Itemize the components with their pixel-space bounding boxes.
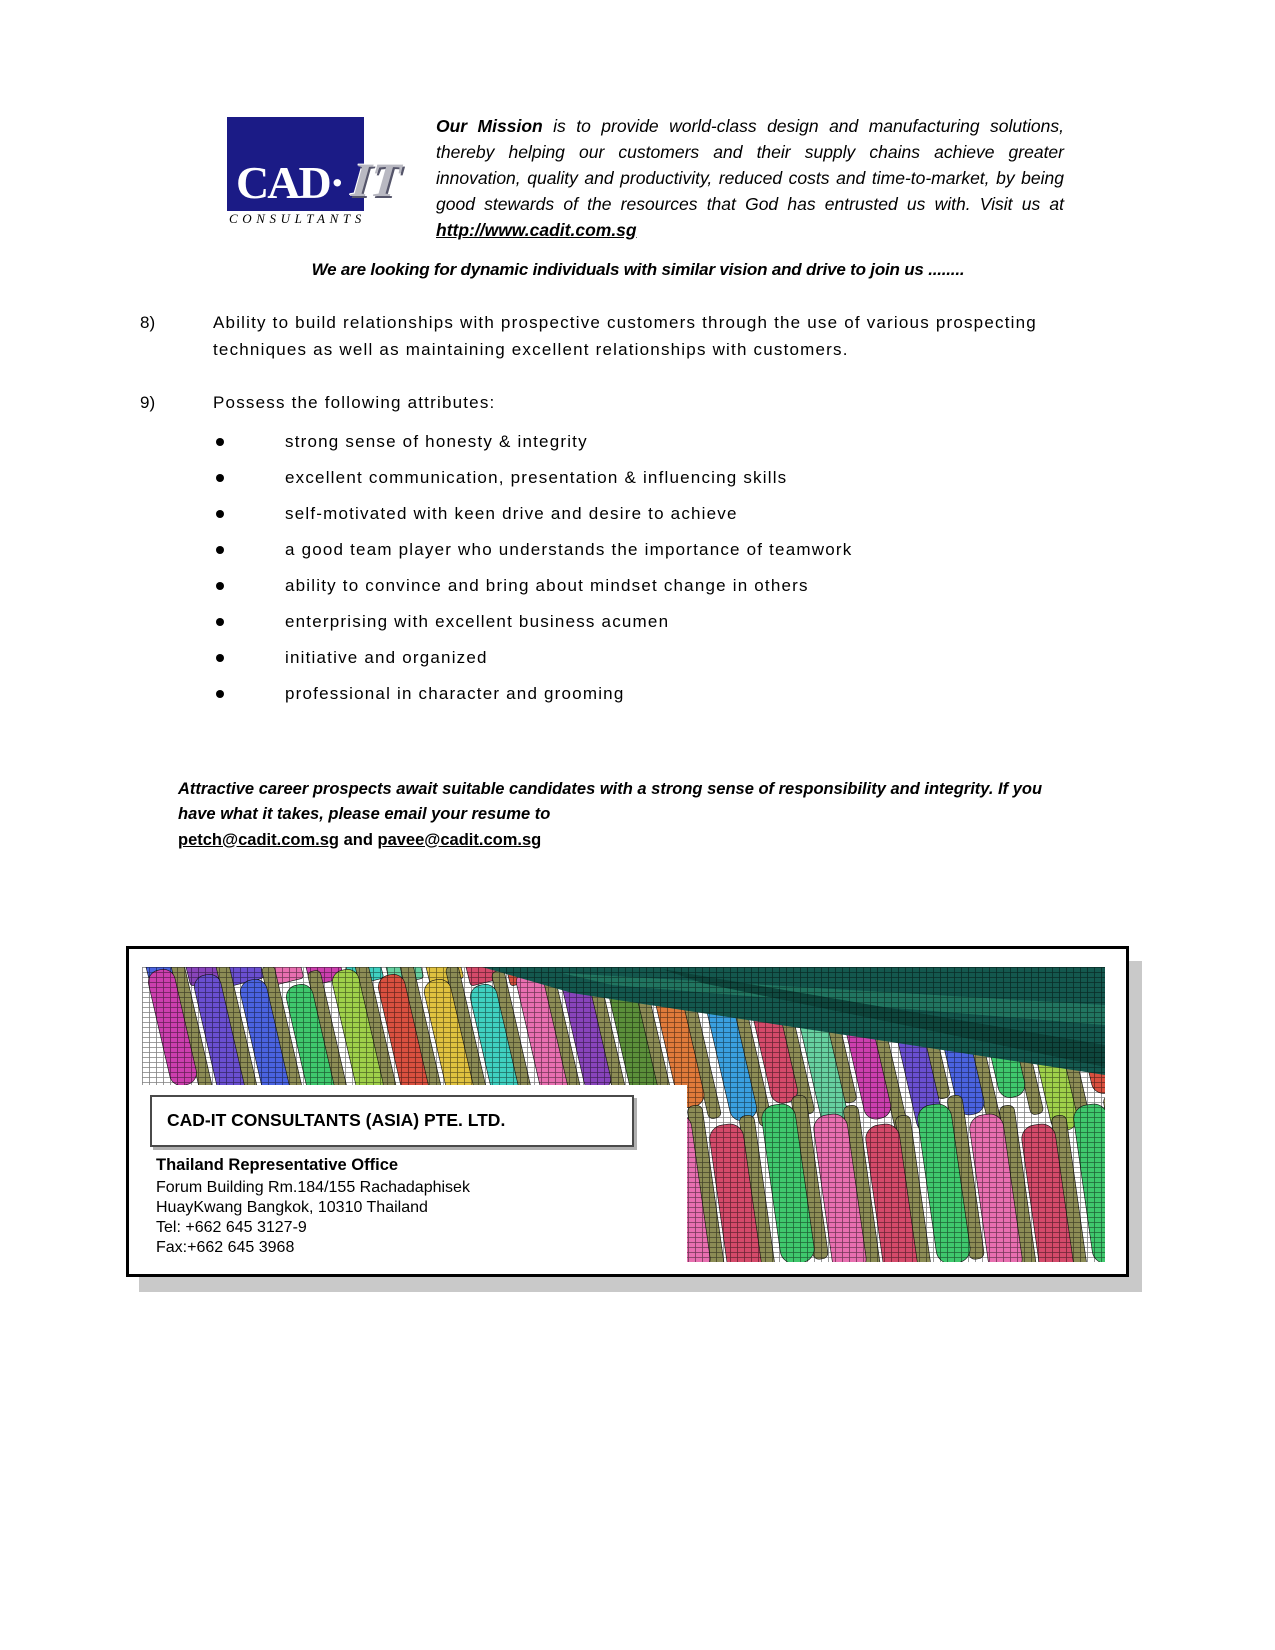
mission-lead: Our Mission (436, 115, 543, 136)
item-9-number: 9) (140, 393, 156, 412)
bullet-icon (216, 582, 224, 590)
tagline: We are looking for dynamic individuals with similar vision and drive to join us ........ (311, 260, 965, 279)
fax-line: Fax:+662 645 3968 (156, 1239, 295, 1256)
address-line-2: HuayKwang Bangkok, 10310 Thailand (156, 1199, 428, 1216)
attribute-text: excellent communication, presentation & influencing skills (285, 468, 788, 487)
logo-it-text: IT (349, 154, 403, 207)
office-title: Thailand Representative Office (156, 1156, 399, 1174)
attribute-text: strong sense of honesty & integrity (285, 432, 588, 451)
list-item (140, 428, 1090, 455)
address-line-1: Forum Building Rm.184/155 Rachadaphisek (156, 1179, 470, 1196)
bullet-icon (216, 546, 224, 554)
email-line (178, 828, 1081, 854)
email-link-pavee[interactable]: pavee@cadit.com.sg (377, 830, 542, 849)
bullet-icon (216, 618, 224, 626)
list-item (140, 608, 1090, 635)
attribute-text: a good team player who understands the importance of teamwork (285, 540, 853, 559)
company-address (156, 1155, 470, 1258)
company-name-box (150, 1095, 634, 1147)
list-item (140, 500, 1090, 527)
item-9-text: Possess the following attributes: (213, 393, 496, 412)
list-item (140, 464, 1090, 491)
logo-consultants-text: CONSULTANTS (229, 211, 366, 226)
mission-paragraph (436, 113, 1064, 243)
bullet-icon (216, 510, 224, 518)
requirements-list (140, 309, 1090, 716)
attribute-text: self-motivated with keen drive and desire to achieve (285, 504, 738, 523)
item-8-text: Ability to build relationships with prospective customers through the use of various prospecting techniques as well as maintaining excellent relationships with customers. (213, 313, 1037, 359)
list-item (140, 680, 1090, 707)
bullet-icon (216, 438, 224, 446)
item-9 (140, 389, 1090, 416)
attribute-text: professional in character and grooming (285, 684, 625, 703)
career-paragraph (178, 777, 1081, 854)
list-item (140, 536, 1090, 563)
list-item (140, 572, 1090, 599)
bullet-icon (216, 654, 224, 662)
mission-body: is to provide world-class design and manufacturing solutions, thereby helping our customers and their supply chains achieve greater innovation, quality and productivity, reduced costs and time-to-market, by being good stewards of the resources that God has entrusted us with. Visit us at (436, 115, 1064, 214)
tel-line: Tel: +662 645 3127-9 (156, 1219, 307, 1236)
bullet-icon (216, 690, 224, 698)
company-name: CAD-IT CONSULTANTS (ASIA) PTE. LTD. (167, 1110, 506, 1130)
item-8 (140, 309, 1090, 363)
conjunction-text: and (343, 830, 373, 849)
attribute-text: initiative and organized (285, 648, 488, 667)
logo-cad-text: CAD· (236, 157, 343, 208)
bullet-icon (216, 474, 224, 482)
career-text: Attractive career prospects await suitable candidates with a strong sense of responsibility and integrity. If you have what it takes, please email your resume to (178, 779, 1043, 823)
attribute-text: enterprising with excellent business acumen (285, 612, 670, 631)
company-frame (126, 946, 1129, 1277)
attribute-text: ability to convince and bring about mindset change in others (285, 576, 809, 595)
attributes-list (140, 428, 1090, 707)
item-8-number: 8) (140, 313, 156, 332)
website-link[interactable]: http://www.cadit.com.sg (436, 219, 637, 240)
email-link-petch[interactable]: petch@cadit.com.sg (178, 830, 339, 849)
list-item (140, 644, 1090, 671)
